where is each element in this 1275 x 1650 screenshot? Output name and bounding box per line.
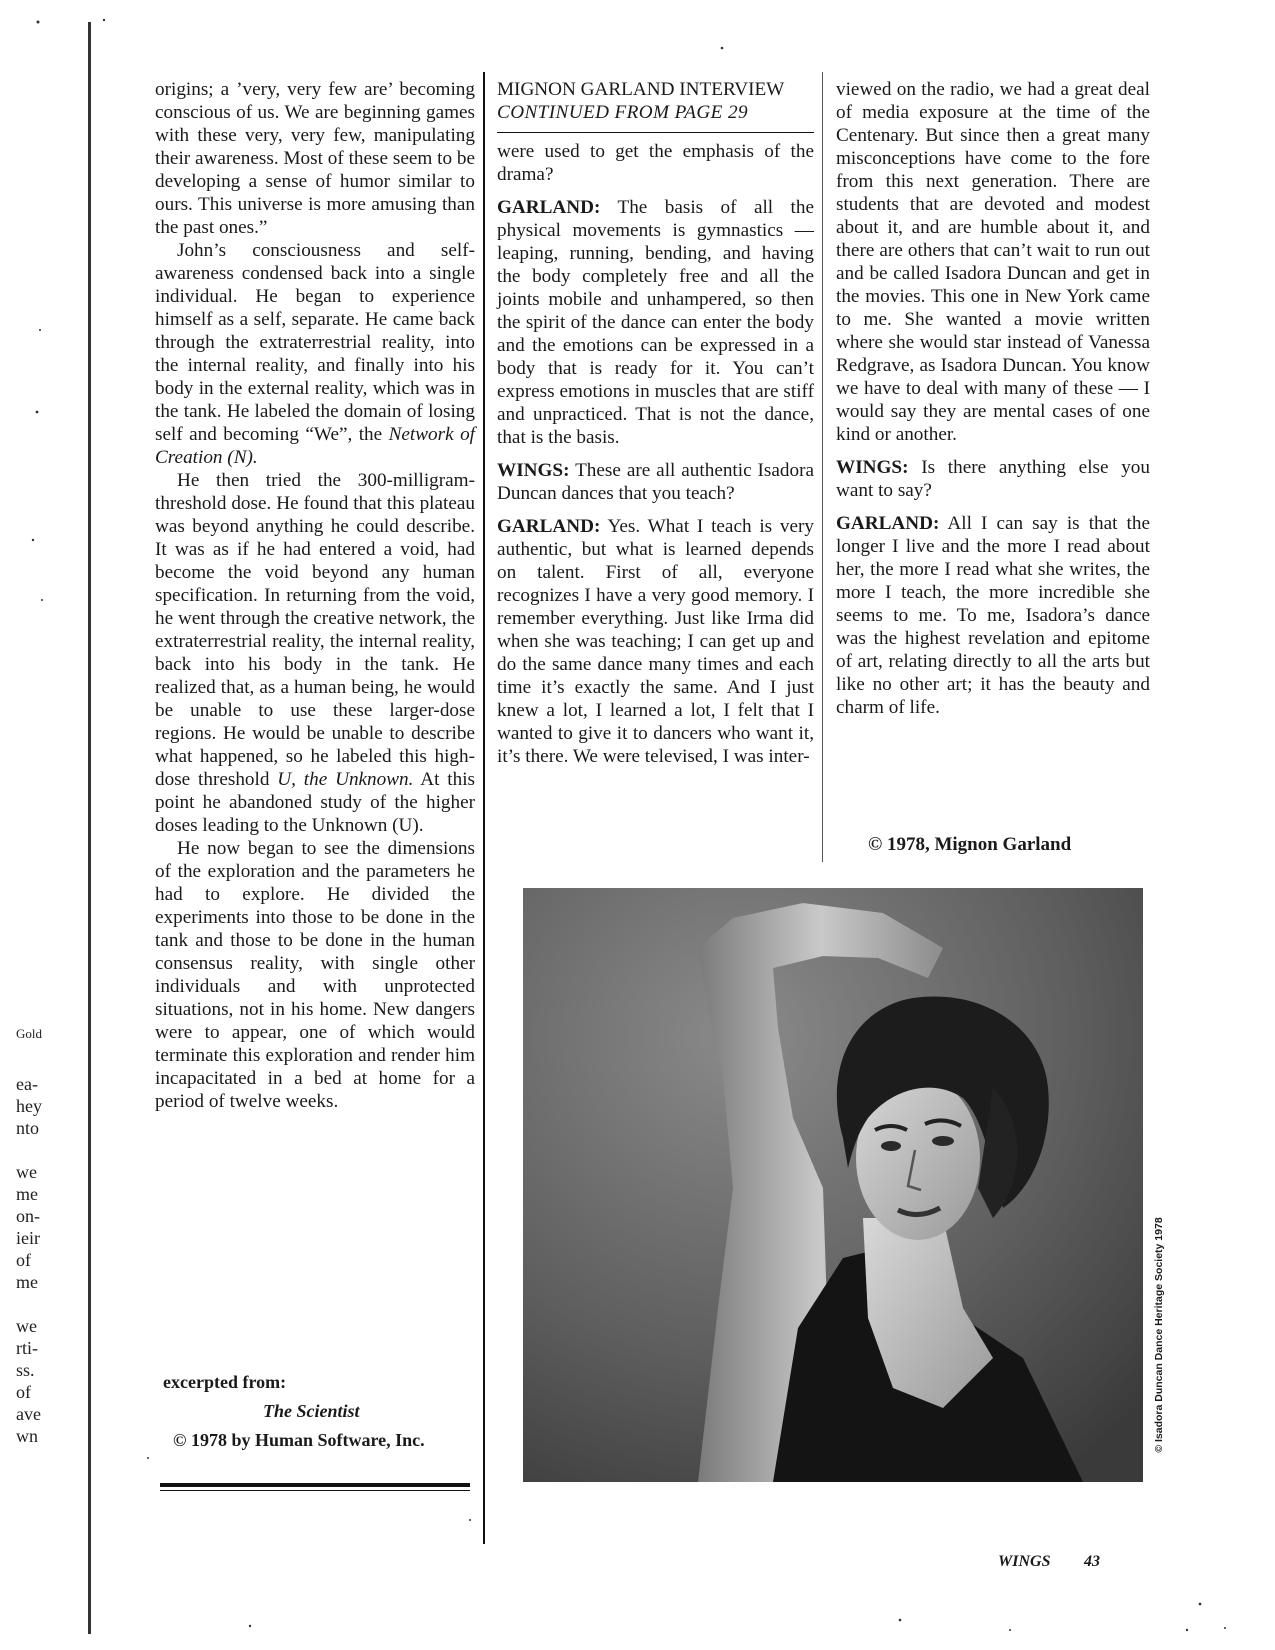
interview-copyright: © 1978, Mignon Garland bbox=[868, 834, 1072, 855]
margin-fragment: of bbox=[16, 1382, 31, 1402]
margin-fragment: ea- bbox=[16, 1074, 38, 1094]
margin-fragment: wn bbox=[16, 1426, 38, 1446]
excerpt-label: excerpted from: bbox=[163, 1372, 287, 1392]
margin-fragment: on- bbox=[16, 1206, 40, 1226]
folio-magazine-name: WINGS bbox=[998, 1553, 1051, 1570]
continued-line: CONTINUED FROM PAGE 29 bbox=[497, 102, 748, 123]
margin-fragment: rti- bbox=[16, 1338, 38, 1358]
speaker-label: GARLAND: bbox=[497, 516, 601, 537]
margin-fragment: we bbox=[16, 1162, 37, 1182]
excerpt-copyright: © 1978 by Human Software, Inc. bbox=[173, 1430, 425, 1450]
paragraph: origins; a ’very, very few are’ becoming conscious of us. We are beginning games with these very, very few, manipulating their awareness. Most of these seem to be developing a sense of humor similar to ours. This universe is more amusing than the past ones.” bbox=[155, 79, 475, 238]
speaker-label: WINGS: bbox=[836, 457, 909, 478]
speaker-label: WINGS: bbox=[497, 460, 570, 481]
margin-fragment: ave bbox=[16, 1404, 41, 1424]
speaker-label: GARLAND: bbox=[836, 513, 940, 534]
paragraph: were used to get the emphasis of the drama? bbox=[497, 141, 814, 185]
question-text: These are all authentic Isadora Duncan dances that you teach? bbox=[497, 460, 814, 504]
margin-fragment: hey bbox=[16, 1096, 42, 1116]
answer-text: The basis of all the physical movements is gymnastics — leaping, running, bending, and having the body completely free and all the joints mobile and unhampered, so then the spirit of the dance can enter the body and the emotions can be expressed in a body that is ready for it. You can’t express emotions in muscles that are stiff and unpracticed. That is not the dance, that is the basis. bbox=[497, 197, 814, 448]
paragraph-text: John’s consciousness and self-awareness condensed back into a single individual. He began to experience himself as a self, separate. He came back through the extraterrestrial reality, into the internal reality, and finally into his body in the external reality, which was in the tank. He labeled the domain of losing self and becoming “We”, the bbox=[155, 240, 475, 445]
paragraph: He now began to see the dimensions of the exploration and the parameters he had to explore. He divided the experiments into those to be done in the tank and those to be done in the human consensus reality, with single other individuals and with unprotected situations, not in his home. New dangers were to appear, one of which would terminate this exploration and render him incapacitated in a bed at home for a period of twelve weeks. bbox=[155, 838, 475, 1112]
article-heading: MIGNON GARLAND INTERVIEW bbox=[497, 79, 785, 100]
answer-text: All I can say is that the longer I live and the more I read about her, the more I read what she writes, the more I teach, the more incredible she seems to me. To me, Isadora’s dance was the highest revelation and epitome of art, relating directly to all the arts but like no other art; it has the beauty and charm of life. bbox=[836, 513, 1150, 718]
paragraph: viewed on the radio, we had a great deal of media exposure at the time of the Centenary. But since then a great many misconceptions have come to the fore from this next generation. There are students that are devoted and modest about it, and are humble about it, and there are others that can’t wait to run out and be called Isadora Duncan and get in the movies. This one in New York came to me. She wanted a movie written where she would star instead of Vanessa Redgrave, as Isadora Duncan. You know we have to deal with many of these — I would say they are mental cases of one kind or another. bbox=[836, 79, 1150, 445]
margin-fragment: of bbox=[16, 1250, 31, 1270]
margin-fragment: ss. bbox=[16, 1360, 35, 1380]
italic-term: U, the Unknown. bbox=[277, 769, 414, 790]
question-text: Is there anything else you want to say? bbox=[836, 457, 1150, 501]
photo-credit-text: © Isadora Duncan Dance Heritage Society 1978 bbox=[1152, 1217, 1165, 1453]
margin-fragment: we bbox=[16, 1316, 37, 1336]
italic-term: Network of Creation (N). bbox=[155, 424, 475, 468]
speaker-label: GARLAND: bbox=[497, 197, 601, 218]
margin-fragment: me bbox=[16, 1272, 38, 1292]
excerpt-source-title: The Scientist bbox=[263, 1401, 360, 1421]
margin-fragment: ieir bbox=[16, 1228, 40, 1248]
paragraph-text: At this point he abandoned study of the higher doses leading to the Unknown (U). bbox=[155, 769, 475, 836]
margin-fragment: me bbox=[16, 1184, 38, 1204]
folio-page-number: 43 bbox=[1084, 1553, 1100, 1570]
paragraph-text: He then tried the 300-milligram-threshold dose. He found that this plateau was beyond anything he could describe. It was as if he had entered a void, had become the void beyond any human specification. In returning from the void, he went through the creative network, the extraterrestrial reality, the internal reality, back into his body in the tank. He realized that, as a human being, he would be unable to use these larger-dose regions. He would be unable to describe what happened, so he labeled this high-dose threshold bbox=[155, 470, 475, 790]
answer-text: Yes. What I teach is very authentic, but what is learned depends on talent. First of all, everyone recognizes I have a very good memory. I remember everything. Just like Irma did when she was teaching; I can get up and do the same dance many times and each time it’s exactly the same. And I just knew a lot, I learned a lot, I felt that I wanted to give it to dancers who want it, it’s there. We were televised, I was inter- bbox=[497, 516, 814, 767]
margin-gold-label: Gold bbox=[16, 1026, 42, 1041]
margin-fragment: nto bbox=[16, 1118, 40, 1138]
